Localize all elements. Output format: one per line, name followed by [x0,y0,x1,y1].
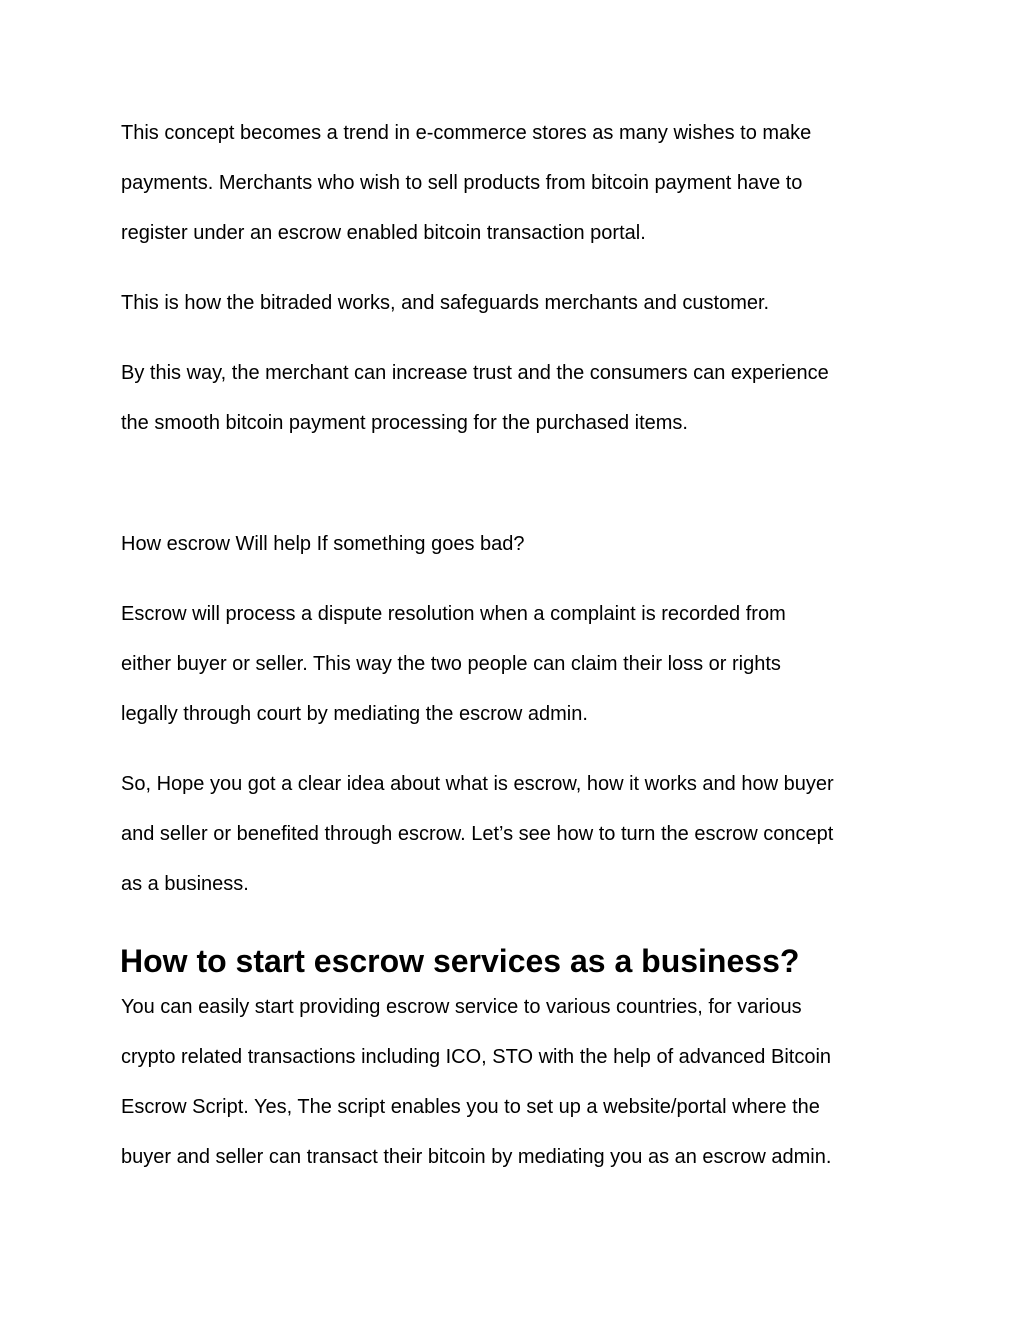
text-line: register under an escrow enabled bitcoin transaction portal. [121,222,646,244]
text-line: This is how the bitraded works, and safeguards merchants and customer. [121,292,770,314]
text-line: So, Hope you got a clear idea about what is escrow, how it works and how buyer [121,773,834,795]
text-line: By this way, the merchant can increase trust and the consumers can experience [121,362,829,384]
text-line: and seller or benefited through escrow. Let’s see how to turn the escrow concept [121,823,834,845]
text-line: How escrow Will help If something goes bad? [121,533,525,555]
text-line: either buyer or seller. This way the two people can claim their loss or rights [121,653,781,675]
section-heading: How to start escrow services as a business? [120,943,800,979]
text-line: the smooth bitcoin payment processing for the purchased items. [121,412,688,434]
text-line: payments. Merchants who wish to sell products from bitcoin payment have to [121,172,803,194]
text-line: buyer and seller can transact their bitcoin by mediating you as an escrow admin. [121,1146,832,1168]
text-line: legally through court by mediating the escrow admin. [121,703,588,725]
text-line: You can easily start providing escrow service to various countries, for various [121,996,802,1018]
text-line: as a business. [121,873,249,895]
text-line: This concept becomes a trend in e-commerce stores as many wishes to make [121,122,812,144]
text-line: Escrow Script. Yes, The script enables you to set up a website/portal where the [121,1096,820,1118]
text-line: crypto related transactions including ICO, STO with the help of advanced Bitcoin [121,1046,832,1068]
text-line: Escrow will process a dispute resolution when a complaint is recorded from [121,603,786,625]
